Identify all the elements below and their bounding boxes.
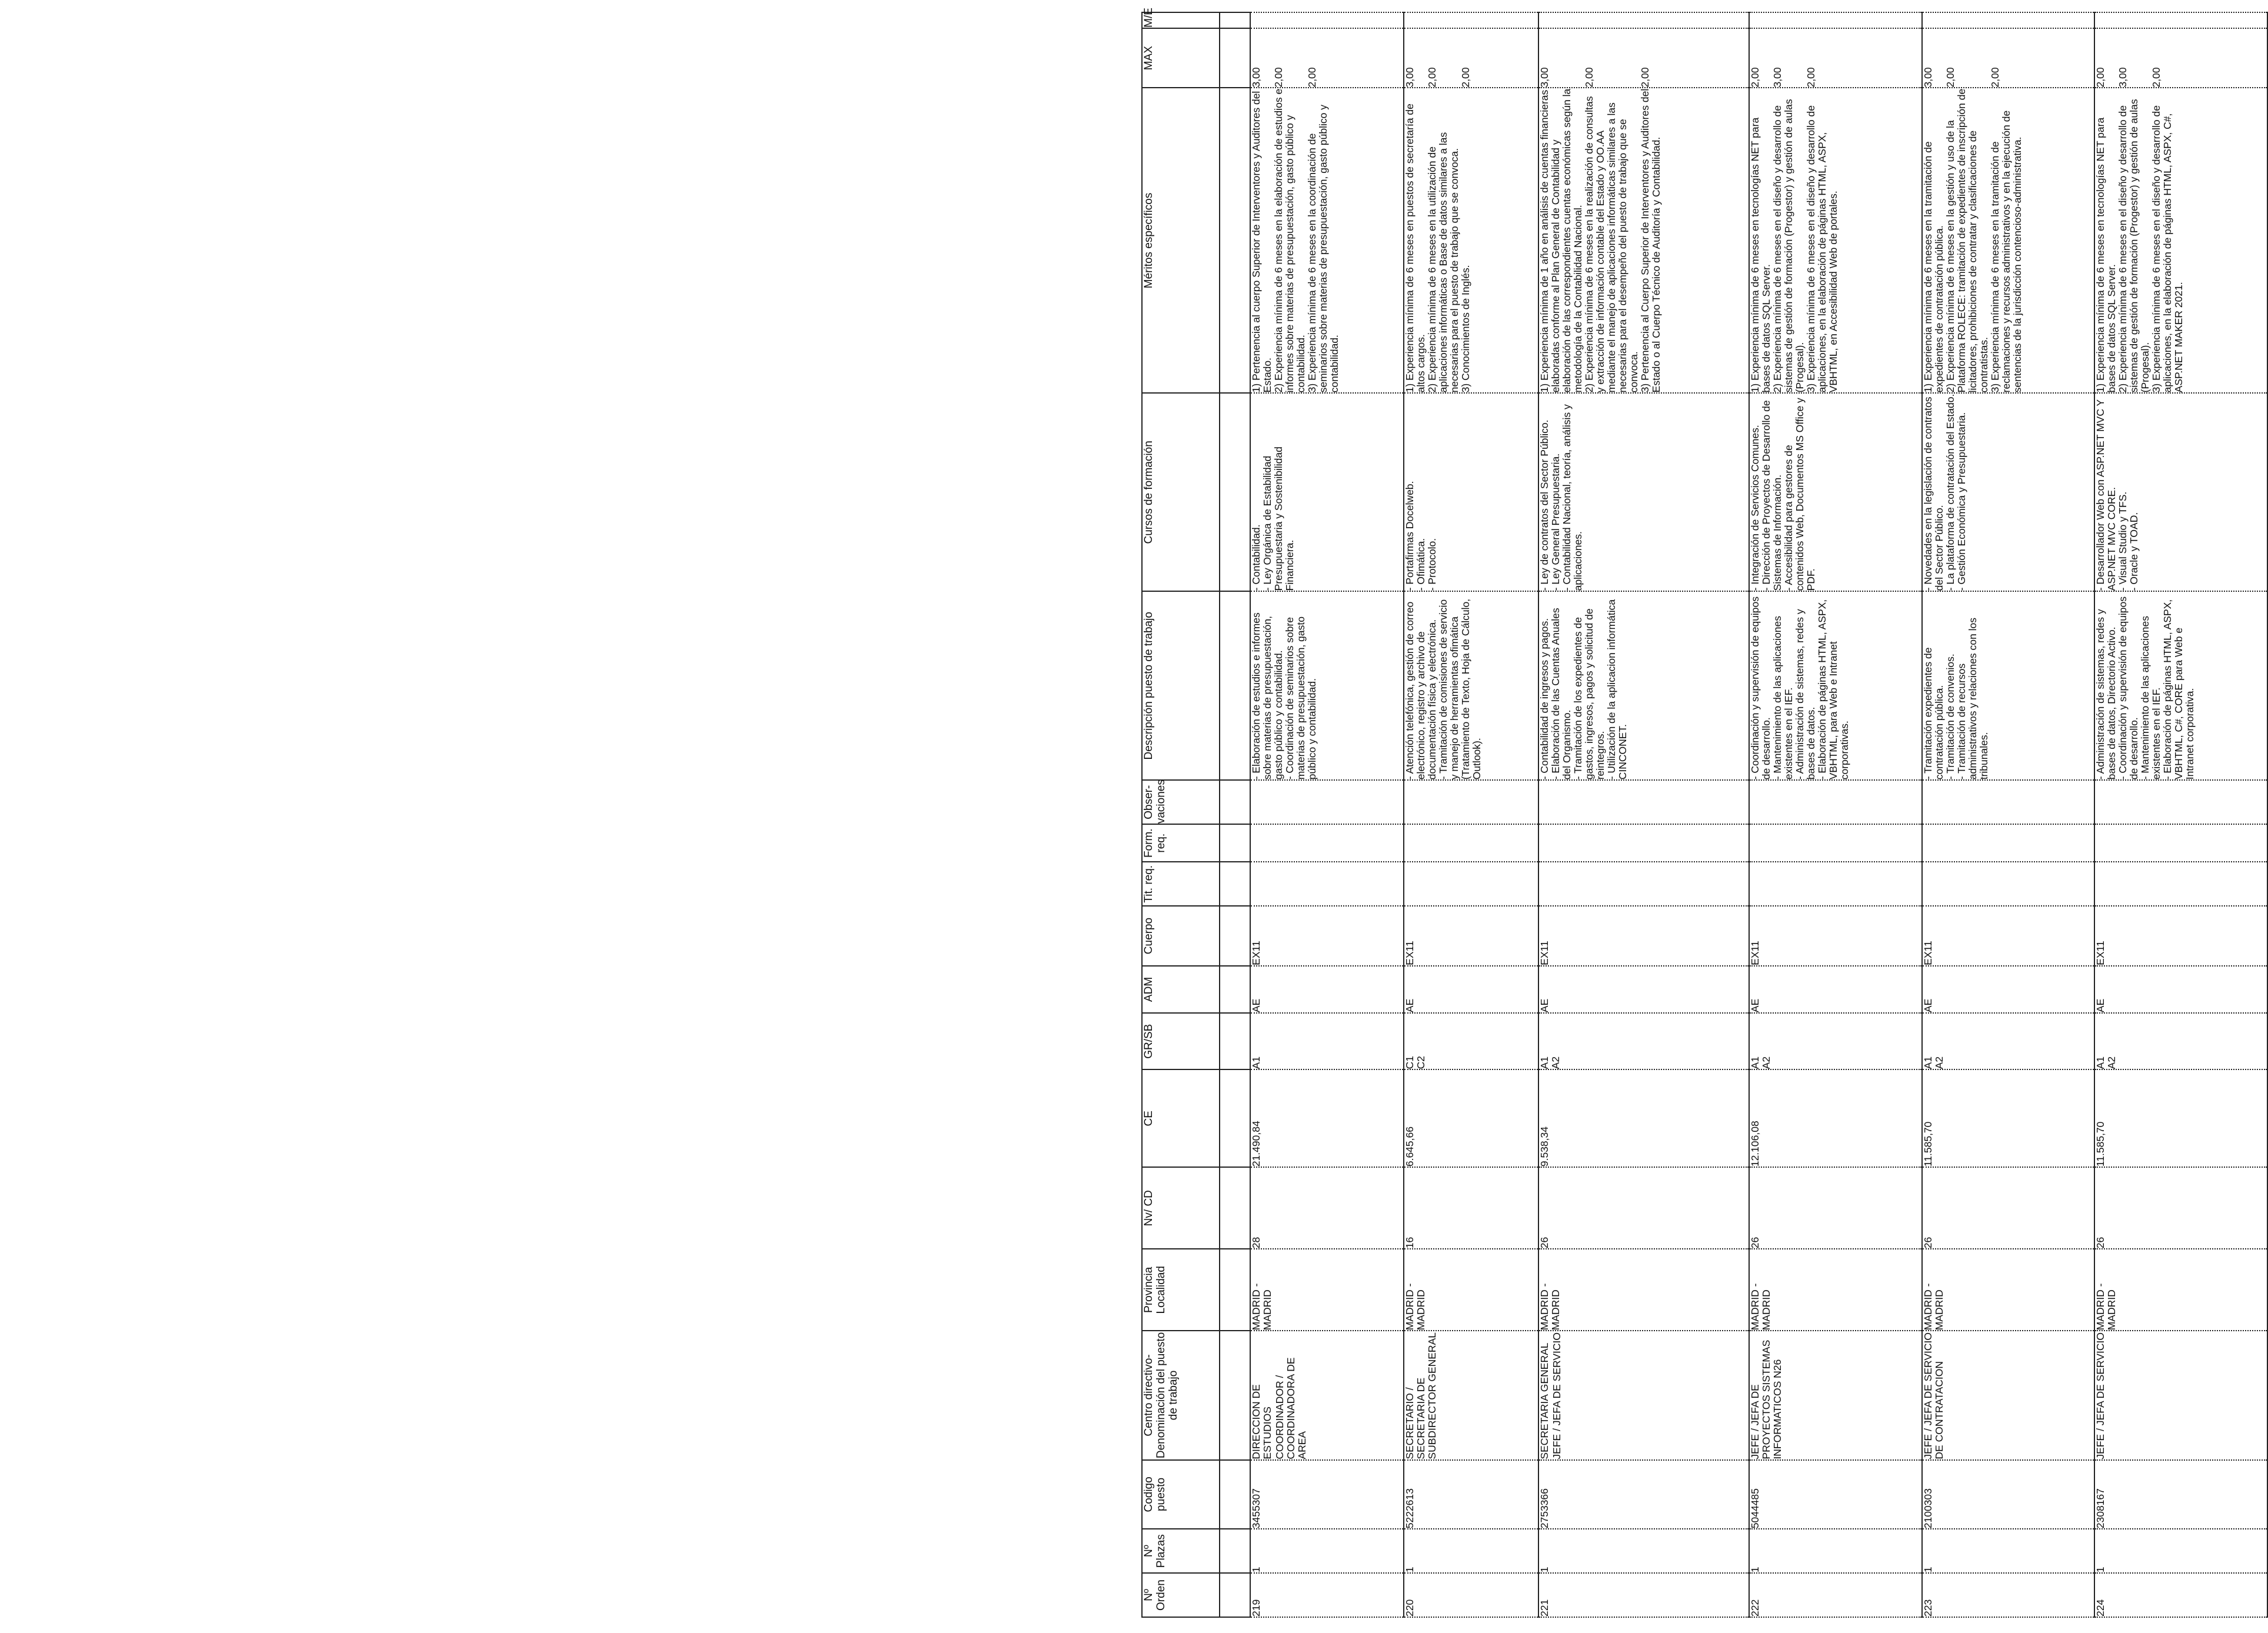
header-grupo: GR/SB	[1142, 1013, 1220, 1069]
header-max: MAX	[1142, 28, 1220, 88]
merit-max-value: 2,00	[2150, 67, 2163, 88]
row-codigo: 2753366	[1538, 1460, 1749, 1529]
row-orden: 222	[1749, 1573, 1922, 1617]
row-cuerpo: EX11	[1749, 906, 1922, 966]
header-adm: ADM	[1142, 966, 1220, 1013]
row-meritos	[1749, 88, 1922, 394]
row-cuerpo: EX11	[1250, 906, 1404, 966]
row-orden: 221	[1538, 1573, 1749, 1617]
row-titulacion	[1538, 862, 1749, 906]
row-nivel: 26	[2094, 1167, 2267, 1249]
header-descripcion: Descripción puesto de trabajo	[1142, 591, 1220, 780]
row-plazas: 1	[1538, 1529, 1749, 1573]
row-centro	[1922, 1331, 2095, 1459]
row-codigo: 2308167	[2094, 1460, 2267, 1529]
row-position-name: JEFE / JEFA DE SERVICIO DE CONTRATACION	[1921, 1332, 1945, 1459]
row-cuerpo: EX11	[1538, 906, 1749, 966]
row-cursos: - Contabilidad. - Ley Orgánica de Estabilidad Presupuestaria y Sostenibilidad Financiera.	[1250, 393, 1404, 591]
header-centro: Centro directivo- Denominación del puesto de trabajo	[1142, 1331, 1220, 1459]
merit-item: 3) Experiencia mínima de 6 meses en la tramitación de reclamaciones y recursos administrativos y en la ejecución de sentencias de la jurisdicción contencioso-administrativa.	[1989, 110, 2023, 393]
merit-max-value: 2,00	[2094, 67, 2107, 88]
merit-max-value: 3,00	[2117, 67, 2129, 88]
merit-item: 3) Experiencia mínima de 6 meses en la coordinación de seminarios sobre materias de presupuestación, gasto público y contabilidad.	[1306, 105, 1340, 393]
header-ce: CE	[1142, 1069, 1220, 1167]
header-codigo: Codigo puesto	[1142, 1460, 1220, 1529]
row-max	[1922, 28, 2095, 88]
header-me: M/E	[1142, 12, 1220, 28]
row-cursos: - Portafirmas Docelweb. - Ofimática. - Protocolo.	[1404, 393, 1538, 591]
merit-max-value: 3,00	[1404, 67, 1416, 88]
row-observaciones	[1250, 780, 1404, 824]
merit-item: 3) Pertenencia al Cuerpo Superior de Interventores y Auditores del Estado o al Cuerpo Técnico de Auditoría y Contabilidad.	[1639, 88, 1663, 393]
row-cursos: - Novedades en la legislación de contratos del Sector Público. - La plataforma de contratación del Estado. - Gestión Económica y Presupuestaria.	[1922, 393, 2095, 591]
row-meritos	[1538, 88, 1749, 394]
header-meritos: Méritos específicos	[1142, 88, 1220, 394]
row-max	[1404, 28, 1538, 88]
merit-max-value: 3,00	[1921, 67, 1934, 88]
row-cuerpo: EX11	[1404, 906, 1538, 966]
row-grupo: A1 A2	[1749, 1013, 1922, 1069]
row-cursos: - Ley de contratos del Sector Público. - Ley General Presupuestaria. - Contabilidad Nacional, teoría, análisis y aplicaciones.	[1538, 393, 1749, 591]
row-cuerpo: EX11	[1922, 906, 2095, 966]
table-row	[2094, 12, 2267, 1617]
row-position-name: SECRETARIO / SECRETARIA DE SUBDIRECTOR GENERAL	[1404, 1332, 1438, 1459]
merit-max-value: 2,00	[1460, 67, 1472, 88]
row-formacion	[2094, 824, 2267, 862]
row-adm: AE	[1749, 966, 1922, 1013]
row-unit-title: SECRETARIA GENERAL	[1538, 1342, 1551, 1459]
table-body	[1220, 12, 2267, 1617]
row-plazas: 1	[1922, 1529, 2095, 1573]
header-provincia: Provincia Localidad	[1142, 1249, 1220, 1331]
row-descripcion: - Tramitación expedientes de contratación pública. - Tramitación de convenios. - Tramitación de recursos administrativos y relaciones con los tribunales.	[1922, 591, 2095, 780]
row-me	[1250, 12, 1404, 28]
row-codigo: 5222613	[1404, 1460, 1538, 1529]
merit-item: 2) Experiencia mínima de 6 meses en la utilización de aplicaciones informáticas o Base de datos similares a las necesarias para el puesto de trabajo que se convoca.	[1426, 132, 1461, 393]
row-orden: 223	[1922, 1573, 2095, 1617]
table-row	[1749, 12, 1922, 1617]
row-orden: 220	[1404, 1573, 1538, 1617]
merit-max-value: 3,00	[1771, 67, 1784, 88]
header-orden: Nº Orden	[1142, 1573, 1220, 1617]
table-row-spacer	[1220, 12, 1250, 1617]
row-titulacion	[1404, 862, 1538, 906]
row-me	[1749, 12, 1922, 28]
row-titulacion	[1922, 862, 2095, 906]
row-nivel: 26	[1922, 1167, 2095, 1249]
row-unit-title: DIRECCION DE ESTUDIOS	[1250, 1384, 1273, 1459]
header-formacion: Form. req.	[1142, 824, 1220, 862]
merit-max-value: 2,00	[1426, 67, 1438, 88]
row-ce: 6.645,66	[1404, 1069, 1538, 1167]
row-adm: AE	[2094, 966, 2267, 1013]
row-descripcion: - Atención telefónica, gestión de correo electrónico, registro y archivo de documentación física y electrónica. - Tramitación de comisiones de servicio y manejo de herramientas ofimática (Tratamiento de Texto, Hoja de Cálculo, Outlook).	[1404, 591, 1538, 780]
row-max	[2094, 28, 2267, 88]
row-grupo: A1 A2	[1538, 1013, 1749, 1069]
merit-max-value: 2,00	[1749, 67, 1761, 88]
row-titulacion	[1250, 862, 1404, 906]
row-ce: 11.585,70	[1922, 1069, 2095, 1167]
row-provincia: MADRID - MADRID	[1538, 1249, 1749, 1331]
row-max	[1749, 28, 1922, 88]
rotated-table-container	[1141, 8, 2268, 1618]
header-plazas: Nº Plazas	[1142, 1529, 1220, 1573]
row-nivel: 28	[1250, 1167, 1404, 1249]
row-centro	[1404, 1331, 1538, 1459]
row-descripcion: - Coordinación y supervisión de equipos de desarrollo. - Mantenimiento de las aplicaciones existentes en el IEF. - Administración de sistemas, redes y bases de datos. - Elaboración de páginas HTML, ASPX, VBHTML, para Web e Intranet corporativas.	[1749, 591, 1922, 780]
row-centro	[1749, 1331, 1922, 1459]
row-cursos: - Integración de Servicios Comunes. - Dirección de Proyectos de Desarrollo de Sistemas de Información. - Accesibilidad para gestores de contenidos Web, Documentos MS Office y PDF.	[1749, 393, 1922, 591]
merit-item: 3) Experiencia mínima de 6 meses en el diseño y desarrollo de aplicaciones, en la elaboración de páginas HTML, ASPX, VBHTML, en Accesibilidad Web de portales.	[1805, 105, 1840, 393]
row-nivel: 26	[1749, 1167, 1922, 1249]
header-observaciones: Obser- vaciones	[1142, 780, 1220, 824]
row-grupo: C1 C2	[1404, 1013, 1538, 1069]
row-nivel: 26	[1538, 1167, 1749, 1249]
row-titulacion	[1749, 862, 1922, 906]
merit-max-value: 3,00	[1538, 67, 1551, 88]
merit-max-value: 2,00	[1639, 67, 1651, 88]
row-meritos	[1404, 88, 1538, 394]
row-formacion	[1922, 824, 2095, 862]
row-position-name: JEFE / JEFA DE SERVICIO	[1551, 1332, 1563, 1459]
table-row	[1538, 12, 1749, 1617]
row-ce: 21.490,84	[1250, 1069, 1404, 1167]
row-codigo: 3455307	[1250, 1460, 1404, 1529]
row-provincia: MADRID - MADRID	[1922, 1249, 2095, 1331]
row-plazas: 1	[1404, 1529, 1538, 1573]
merit-item: 1) Experiencia mínima de 6 meses en puestos de secretaría de altos cargos.	[1404, 104, 1427, 393]
row-adm: AE	[1250, 966, 1404, 1013]
row-orden: 219	[1250, 1573, 1404, 1617]
row-observaciones	[1749, 780, 1922, 824]
merit-item: 2) Experiencia mínima de 6 meses en la gestión y uso de la Plataforma ROLECE: tramitación de expedientes de inscripción de licitadores, prohibiciones de contratar y clasificaciones de contratistas.	[1944, 88, 1990, 393]
header-cursos: Cursos de formación	[1142, 393, 1220, 591]
row-meritos	[2094, 88, 2267, 394]
merit-item: 1) Pertenencia al cuerpo Superior de Interventores y Auditores del Estado.	[1250, 91, 1273, 393]
header-titulacion: Tit. req.	[1142, 862, 1220, 906]
row-formacion	[1749, 824, 1922, 862]
merit-item: 3) Experiencia mínima de 6 meses en el diseño y desarrollo de aplicaciones, en la elaboración de páginas HTML, ASPX, C#, ASP.NET MAKER 2021.	[2150, 105, 2185, 393]
merit-max-value: 2,00	[1944, 67, 1956, 88]
table-row	[1250, 12, 1404, 1617]
merit-max-value: 2,00	[1273, 67, 1284, 88]
row-provincia: MADRID - MADRID	[1749, 1249, 1922, 1331]
row-grupo: A1 A2	[2094, 1013, 2267, 1069]
merit-item: 1) Experiencia mínima de 6 meses en la tramitación de expedientes de contratación pública.	[1921, 141, 1945, 393]
row-formacion	[1250, 824, 1404, 862]
merit-max-value: 2,00	[1989, 67, 2001, 88]
table-row	[1922, 12, 2095, 1617]
merit-item: 2) Experiencia mínima de 6 meses en el diseño y desarrollo de sistemas de gestión de formación (Progestor) y gestión de aulas (Progesal).	[1771, 99, 1806, 393]
row-formacion	[1404, 824, 1538, 862]
row-plazas: 1	[1749, 1529, 1922, 1573]
merit-item: 1) Experiencia mínima de 1 año en análisis de cuentas financieras elaboradas conforme al Plan General de Contabilidad y elaboración de las correspondientes cuentas económicas según la metodología de la Contabilidad Nacional.	[1538, 88, 1584, 393]
row-descripcion: - Contabilidad de ingresos y pagos. - Elaboración de las Cuentas Anuales del Organismo. - Tramitación de los expedientes de gastos, ingresos, pagos y solicitud de reintegros. - Utilización de la aplicacion informática CINCONET.	[1538, 591, 1749, 780]
row-me	[1404, 12, 1538, 28]
row-ce: 11.585,70	[2094, 1069, 2267, 1167]
row-ce: 9.538,34	[1538, 1069, 1749, 1167]
row-adm: AE	[1922, 966, 2095, 1013]
row-ce: 12.106,08	[1749, 1069, 1922, 1167]
row-nivel: 16	[1404, 1167, 1538, 1249]
merit-item: 1) Experiencia mínima de 6 meses en tecnologías NET para bases de datos SQL Server.	[2094, 117, 2118, 393]
row-centro	[1538, 1331, 1749, 1459]
row-codigo: 2100303	[1922, 1460, 2095, 1529]
row-codigo: 5044485	[1749, 1460, 1922, 1529]
row-me	[2094, 12, 2267, 28]
row-max	[1538, 28, 1749, 88]
merit-item: 2) Experiencia mínima de 6 meses en la realización de consultas y extracción de información contable del Estado y OO.AA mediante el manejo de aplicaciones informáticas similares a las necesarias para el desempeño del puesto de trabajo que se convoca.	[1583, 96, 1640, 393]
row-adm: AE	[1538, 966, 1749, 1013]
job-positions-table	[1141, 8, 2268, 1618]
row-observaciones	[1404, 780, 1538, 824]
row-observaciones	[2094, 780, 2267, 824]
table-row	[1404, 12, 1538, 1617]
merit-max-value: 2,00	[1805, 67, 1817, 88]
merit-max-value: 2,00	[1306, 67, 1318, 88]
row-adm: AE	[1404, 966, 1538, 1013]
row-position-name: JEFE / JEFA DE SERVICIO	[2094, 1332, 2107, 1459]
row-me	[1922, 12, 2095, 28]
merit-max-value: 3,00	[1250, 67, 1262, 88]
row-position-name: COORDINADOR / COORDINADORA DE AREA	[1274, 1357, 1308, 1459]
row-descripcion: - Elaboración de estudios e informes sobre materias de presupuestación, gasto público y contabilidad. - Coordinación de seminarios sobre materias de presupuestación, gasto público y contabilidad.	[1250, 591, 1404, 780]
row-grupo: A1 A2	[1922, 1013, 2095, 1069]
merit-item: 2) Experiencia mínima de 6 meses en el diseño y desarrollo de sistemas de gestión de formación (Progestor) y gestión de aulas (Progesal).	[2117, 99, 2152, 393]
merit-item: 2) Experiencia mínima de 6 meses en la elaboración de estudios e informes sobre materias de presupuestación, gasto público y contabilidad.	[1273, 88, 1307, 393]
row-plazas: 1	[2094, 1529, 2267, 1573]
row-centro	[1250, 1331, 1404, 1459]
header-cuerpo: Cuerpo	[1142, 906, 1220, 966]
row-observaciones	[1538, 780, 1749, 824]
row-meritos	[1922, 88, 2095, 394]
merit-max-value: 2,00	[1583, 67, 1596, 88]
row-orden: 224	[2094, 1573, 2267, 1617]
row-provincia: MADRID - MADRID	[1250, 1249, 1404, 1331]
row-observaciones	[1922, 780, 2095, 824]
row-descripcion: - Administración de sistemas, redes y bases de datos, Directorio Activo. - Coordinación y supervisión de equipos de desarrollo. - Mantenimiento de las aplicaciones existentes en el IEF. - Elaboración de páginas HTML, ASPX, VBHTML, C#, CORE para Web e Intranet corporativa.	[2094, 591, 2267, 780]
row-centro	[2094, 1331, 2267, 1459]
row-provincia: MADRID - MADRID	[1404, 1249, 1538, 1331]
row-provincia: MADRID - MADRID	[2094, 1249, 2267, 1331]
row-titulacion	[2094, 862, 2267, 906]
row-plazas: 1	[1250, 1529, 1404, 1573]
row-formacion	[1538, 824, 1749, 862]
row-grupo: A1	[1250, 1013, 1404, 1069]
row-meritos	[1250, 88, 1404, 394]
merit-item: 3) Conocimientos de Inglés.	[1460, 265, 1472, 393]
row-position-name: JEFE / JEFA DE PROYECTOS SISTEMAS INFORMATICOS N26	[1749, 1339, 1784, 1459]
row-max	[1250, 28, 1404, 88]
header-nivel: Nv/ CD	[1142, 1167, 1220, 1249]
row-cursos: - Desarrollador Web con ASP.NET MVC Y ASP.NET MVC CORE. - Visual Studio y TFS. - Oracle y TOAD.	[2094, 393, 2267, 591]
row-me	[1538, 12, 1749, 28]
merit-item: 1) Experiencia mínima de 6 meses en tecnologías NET para bases de datos SQL Server.	[1749, 117, 1773, 393]
row-cuerpo: EX11	[2094, 906, 2267, 966]
